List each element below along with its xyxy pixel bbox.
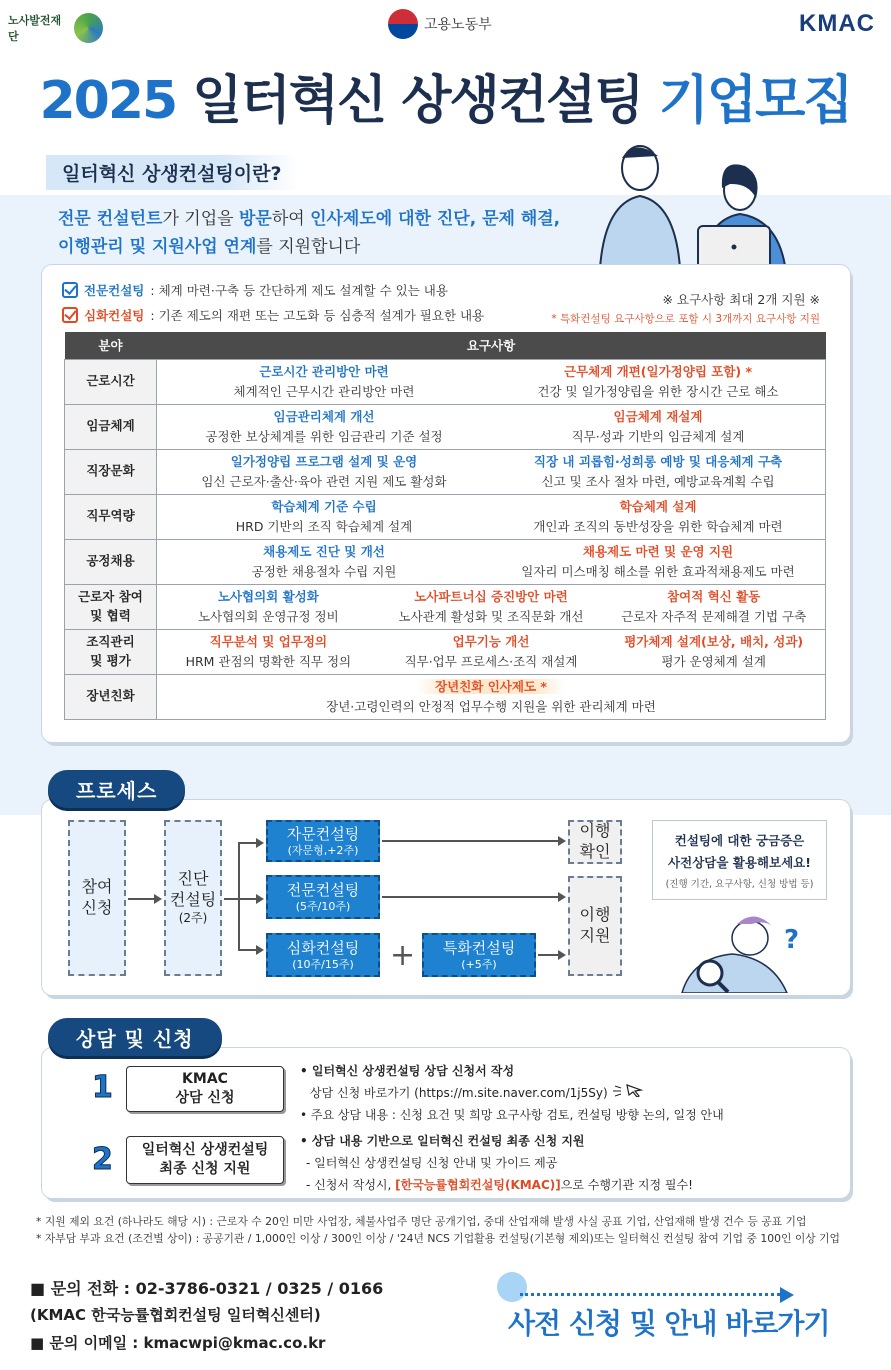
step-diagnosis: 진단 컨설팅 (2주) (164, 820, 222, 976)
consultants-illustration (580, 128, 820, 278)
requirements-cell (157, 449, 826, 494)
requirement-description: 신고 및 조사 절차 마련, 예방교육계획 수립 (541, 473, 775, 489)
requirements-cell (157, 539, 826, 584)
requirement-description: HRM 관점의 명확한 직무 정의 (185, 653, 352, 669)
process-section-tag: 프로세스 (48, 770, 185, 808)
requirement-description: 임신 근로자·출산·육아 관련 지원 제도 활성화 (201, 473, 447, 489)
pre-consultation-callout: 컨설팅에 대한 궁금증은 사전상담을 활용해보세요! (진행 기간, 요구사항, 신청 방법 등) (652, 820, 827, 900)
requirement-title: 노사협의회 활성화 (217, 589, 319, 605)
kmac-logo: KMAC (799, 10, 875, 37)
requirement-item (157, 677, 825, 716)
page-title: 2025 일터혁신 상생컨설팅 기업모집 (39, 71, 852, 131)
nosa-foundation-logo: 노사발전재단 (8, 8, 103, 48)
table-row (65, 584, 826, 629)
requirement-title: 채용제도 진단 및 개선 (263, 544, 385, 560)
legend-deep-consulting: 심화컨설팅 : 기존 제도의 재편 또는 고도화 등 심층적 설계가 필요한 내용 (62, 306, 484, 324)
intro-heading: 일터혁신 상생컨설팅이란? (46, 155, 298, 190)
cta-dotted-line (520, 1293, 785, 1296)
ministry-logo: 고용노동부 (388, 8, 492, 40)
field-cell: 임금체계 (65, 404, 157, 449)
requirement-description: 직무·성과 기반의 임금체계 설계 (571, 428, 745, 444)
field-cell: 장년친화 (65, 674, 157, 719)
requirement-title: 임금체계 재설계 (613, 409, 703, 425)
exclusion-footnote: * 지원 제외 요건 (하나라도 해당 시) : 근로자 수 20인 미만 사업장, 체불사업주 명단 공개기업, 중대 산업재해 발생 사실 공표 기업, 산업재해 발생 건수 등 공표 기업 (36, 1215, 807, 1228)
requirement-title: 학습체계 기준 수립 (271, 499, 377, 515)
table-header-field: 분야 (65, 332, 157, 359)
requirement-title: 임금관리체계 개선 (273, 409, 375, 425)
contact-email: ■ 문의 이메일 : kmacwpi@kmac.co.kr (30, 1334, 326, 1352)
requirement-item (157, 632, 380, 671)
requirement-description: 노사관계 활성화 및 조직문화 개선 (398, 608, 584, 624)
table-row (65, 674, 826, 719)
contact-center: (KMAC 한국능률협회컨설팅 일터혁신센터) (30, 1306, 321, 1324)
requirement-title: 채용제도 마련 및 운영 지원 (582, 544, 734, 560)
requirements-cell (157, 404, 826, 449)
requirement-item (157, 587, 380, 626)
requirement-title: 근로시간 관리방안 마련 (259, 364, 389, 380)
requirement-item (157, 362, 491, 401)
process-card (42, 800, 850, 995)
requirement-item (380, 632, 603, 671)
table-header-requirements: 요구사항 (157, 332, 826, 359)
click-cursor-icon (611, 1083, 645, 1097)
requirement-title: 노사파트너십 증진방안 마련 (414, 589, 568, 605)
field-cell: 조직관리 및 평가 (65, 629, 157, 674)
requirement-description: 건강 및 일가정양립을 위한 장시간 근로 해소 (537, 383, 779, 399)
requirements-card (42, 265, 850, 742)
table-row (65, 449, 826, 494)
field-cell: 근로시간 (65, 359, 157, 404)
requirement-title: 업무기능 개선 (452, 634, 530, 650)
requirement-title: 근무체계 개편(일가정양립 포함) * (564, 364, 752, 380)
step-implementation-check: 이행 확인 (568, 820, 622, 864)
foundation-emblem-icon (74, 13, 103, 43)
requirement-item (491, 407, 825, 446)
requirement-description: 공정한 채용절차 수립 지원 (251, 563, 397, 579)
requirements-cell (157, 494, 826, 539)
copay-footnote: * 자부담 부과 요건 (조건별 상이) : 공공기관 / 1,000인 이상 / 300인 이상 / '24년 NCS 기업활용 컨설팅(기본형 제외)또는 일터혁신 컨설팅 참여 기업 중 100인 이상 기업 (36, 1232, 840, 1245)
requirement-item (602, 587, 825, 626)
table-row (65, 539, 826, 584)
field-cell: 직장문화 (65, 449, 157, 494)
field-cell: 공정채용 (65, 539, 157, 584)
requirement-description: 공정한 보상체계를 위한 임금관리 기준 설정 (205, 428, 443, 444)
intro-text-line-1: 전문 컨설턴트가 기업을 방문하여 인사제도에 대한 진단, 문제 해결, (58, 209, 561, 229)
requirement-item (491, 362, 825, 401)
consultation-link[interactable]: 상담 신청 바로가기 (https://m.site.naver.com/1j5Sy) (310, 1086, 608, 1101)
cta-circle-icon (497, 1272, 527, 1302)
field-cell: 근로자 참여 및 협력 (65, 584, 157, 629)
requirement-title: 학습체계 설계 (619, 499, 697, 515)
checkbox-blue-icon (62, 282, 78, 298)
requirement-description: 체계적인 근무시간 관리방안 마련 (233, 383, 415, 399)
requirements-table (64, 332, 826, 720)
requirements-cell (157, 584, 826, 629)
box-advisory-consulting: 자문컨설팅 (자문형,+2주) (266, 820, 380, 862)
requirement-item (157, 452, 491, 491)
table-row (65, 359, 826, 404)
special-consulting-note: * 특화컨설팅 요구사항으로 포함 시 3개까지 요구사항 지원 (551, 313, 820, 325)
requirement-item (157, 542, 491, 581)
box-pro-consulting: 전문컨설팅 (5주/10주) (266, 875, 380, 919)
requirement-description: 노사협의회 운영규정 정비 (197, 608, 339, 624)
requirement-item (491, 497, 825, 536)
requirement-item (157, 497, 491, 536)
contact-phone: ■ 문의 전화 : 02-3786-0321 / 0325 / 0166 (30, 1279, 384, 1298)
requirement-title: 장년친화 인사제도 * (157, 677, 825, 696)
requirement-description: 직무·업무 프로세스·조직 재설계 (404, 653, 578, 669)
requirement-description: 평가 운영체계 설계 (661, 653, 766, 669)
requirement-title: 참여적 혁신 활동 (667, 589, 761, 605)
legend-pro-consulting: 전문컨설팅 : 체계 마련·구축 등 간단하게 제도 설계할 수 있는 내용 (62, 281, 448, 299)
requirement-description: 일자리 미스매칭 해소를 위한 효과적채용제도 마련 (521, 563, 795, 579)
requirements-cell (157, 359, 826, 404)
requirements-cell (157, 629, 826, 674)
requirement-item (491, 542, 825, 581)
taegeuk-emblem-icon (388, 9, 418, 39)
thinking-person-illustration (662, 908, 812, 993)
box-deep-consulting: 심화컨설팅 (10주/15주) (266, 933, 380, 977)
plus-sign: + (390, 938, 416, 973)
step-number-2: 2 (92, 1142, 113, 1177)
requirement-description: 개인과 조직의 동반성장을 위한 학습체계 마련 (533, 518, 783, 534)
field-cell: 직무역량 (65, 494, 157, 539)
intro-text-line-2: 이행관리 및 지원사업 연계를 지원합니다 (58, 237, 361, 257)
cta-arrow-icon (780, 1287, 794, 1303)
pre-application-link[interactable]: 사전 신청 및 안내 바로가기 (508, 1307, 830, 1340)
checkbox-red-icon (62, 307, 78, 323)
step-number-1: 1 (92, 1070, 113, 1105)
table-row (65, 629, 826, 674)
requirement-title: 평가체계 설계(보상, 배치, 성과) (624, 634, 804, 650)
requirement-title: 직장 내 괴롭힘·성희롱 예방 및 대응체계 구축 (533, 454, 783, 470)
requirement-description: 근로자 자주적 문제해결 기법 구축 (621, 608, 807, 624)
step1-details: • 일터혁신 상생컨설팅 상담 신청서 작성 상담 신청 바로가기 (https://m.site.naver.com/1j5Sy) • 주요 상담 내용 : 신청 요건 및 희망 요구사항 검토, 컨설팅 방향 논의, 일정 안내 (300, 1064, 724, 1123)
requirement-title: 일가정양립 프로그램 설계 및 운영 (230, 454, 418, 470)
requirement-item (491, 452, 825, 491)
step-apply: 참여 신청 (68, 820, 126, 976)
max-requirements-note: ※ 요구사항 최대 2개 지원 ※ (662, 292, 820, 307)
requirement-description: 장년·고령인력의 안정적 업무수행 지원을 위한 관리체계 마련 (326, 698, 656, 714)
requirements-cell (157, 674, 826, 719)
step1-kmac-consultation: KMAC 상담 신청 (126, 1066, 284, 1112)
requirement-item (157, 407, 491, 446)
requirement-description: HRD 기반의 조직 학습체계 설계 (235, 518, 413, 534)
question-mark-icon: ? (784, 925, 800, 955)
table-row (65, 494, 826, 539)
step2-final-application: 일터혁신 상생컨설팅 최종 신청 지원 (126, 1136, 284, 1184)
requirement-title: 직무분석 및 업무정의 (209, 634, 328, 650)
requirement-item (602, 632, 825, 671)
table-row (65, 404, 826, 449)
requirement-item (380, 587, 603, 626)
consult-card (42, 1048, 850, 1198)
step-implementation-support: 이행 지원 (568, 876, 622, 976)
box-special-consulting: 특화컨설팅 (+5주) (422, 933, 536, 977)
consult-section-tag: 상담 및 신청 (48, 1018, 222, 1056)
step2-details: • 상담 내용 기반으로 일터혁신 컨설팅 최종 신청 지원 - 일터혁신 상생컨설팅 신청 안내 및 가이드 제공 - 신청서 작성시, [한국능률협회컨설팅(KMAC)]으로 수행기관 지정 필수! (300, 1134, 693, 1193)
